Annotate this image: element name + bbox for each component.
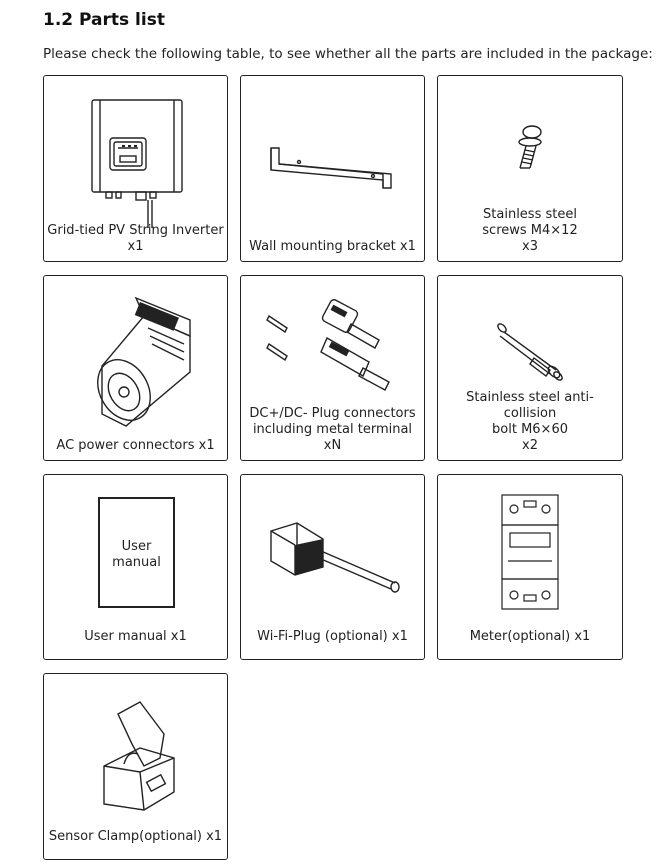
part-card-meter xyxy=(437,474,623,660)
manual-label-line: manual xyxy=(112,555,161,570)
part-caption xyxy=(46,629,225,645)
part-card-bolt xyxy=(437,275,623,461)
part-caption xyxy=(243,406,422,454)
ac-connector-icon xyxy=(44,276,228,461)
part-card-user-manual xyxy=(43,474,228,660)
caption-line: bolt M6×60 xyxy=(492,422,568,437)
intro-text: Please check the following table, to see whether all the parts are included in the package: xyxy=(43,46,653,62)
section-title: 1.2 Parts list xyxy=(43,10,165,30)
caption-line: x3 xyxy=(522,239,538,254)
caption-line: Meter(optional) x1 xyxy=(469,629,591,644)
part-caption xyxy=(46,829,225,845)
caption-line: DC+/DC- Plug connectors xyxy=(249,406,416,421)
part-card-wall-bracket xyxy=(240,75,425,262)
part-caption xyxy=(440,207,620,255)
part-card-dc-plug-connectors xyxy=(240,275,425,461)
caption-line: Stainless steel anti-collision xyxy=(466,390,594,421)
manual-cover-label xyxy=(100,539,173,571)
caption-line: Wi-Fi-Plug (optional) x1 xyxy=(257,629,408,644)
manual-label-line: User xyxy=(121,539,152,554)
caption-line: Stainless steel xyxy=(483,207,577,222)
wall-bracket-icon xyxy=(241,76,425,262)
caption-line: Grid-tied PV String Inverter xyxy=(47,223,224,238)
caption-line: AC power connectors x1 xyxy=(56,438,215,453)
part-card-screws xyxy=(437,75,623,262)
user-manual-icon xyxy=(98,497,175,608)
part-caption xyxy=(440,629,620,645)
part-card-wifi-plug xyxy=(240,474,425,660)
caption-line: Sensor Clamp(optional) x1 xyxy=(48,829,223,844)
caption-line: Wall mounting bracket x1 xyxy=(249,239,416,254)
part-caption xyxy=(46,438,225,454)
caption-line: x1 xyxy=(127,239,144,254)
part-card-inverter xyxy=(43,75,228,262)
part-caption xyxy=(243,629,422,645)
part-caption xyxy=(46,223,225,255)
part-card-sensor-clamp xyxy=(43,673,228,860)
part-card-ac-connector xyxy=(43,275,228,461)
caption-line: User manual x1 xyxy=(84,629,187,644)
caption-line: including metal terminal xyxy=(252,422,413,437)
caption-line: x2 xyxy=(522,438,538,453)
part-caption xyxy=(440,390,620,454)
part-caption xyxy=(243,239,422,255)
caption-line: xN xyxy=(323,438,342,453)
caption-line: screws M4×12 xyxy=(482,223,578,238)
